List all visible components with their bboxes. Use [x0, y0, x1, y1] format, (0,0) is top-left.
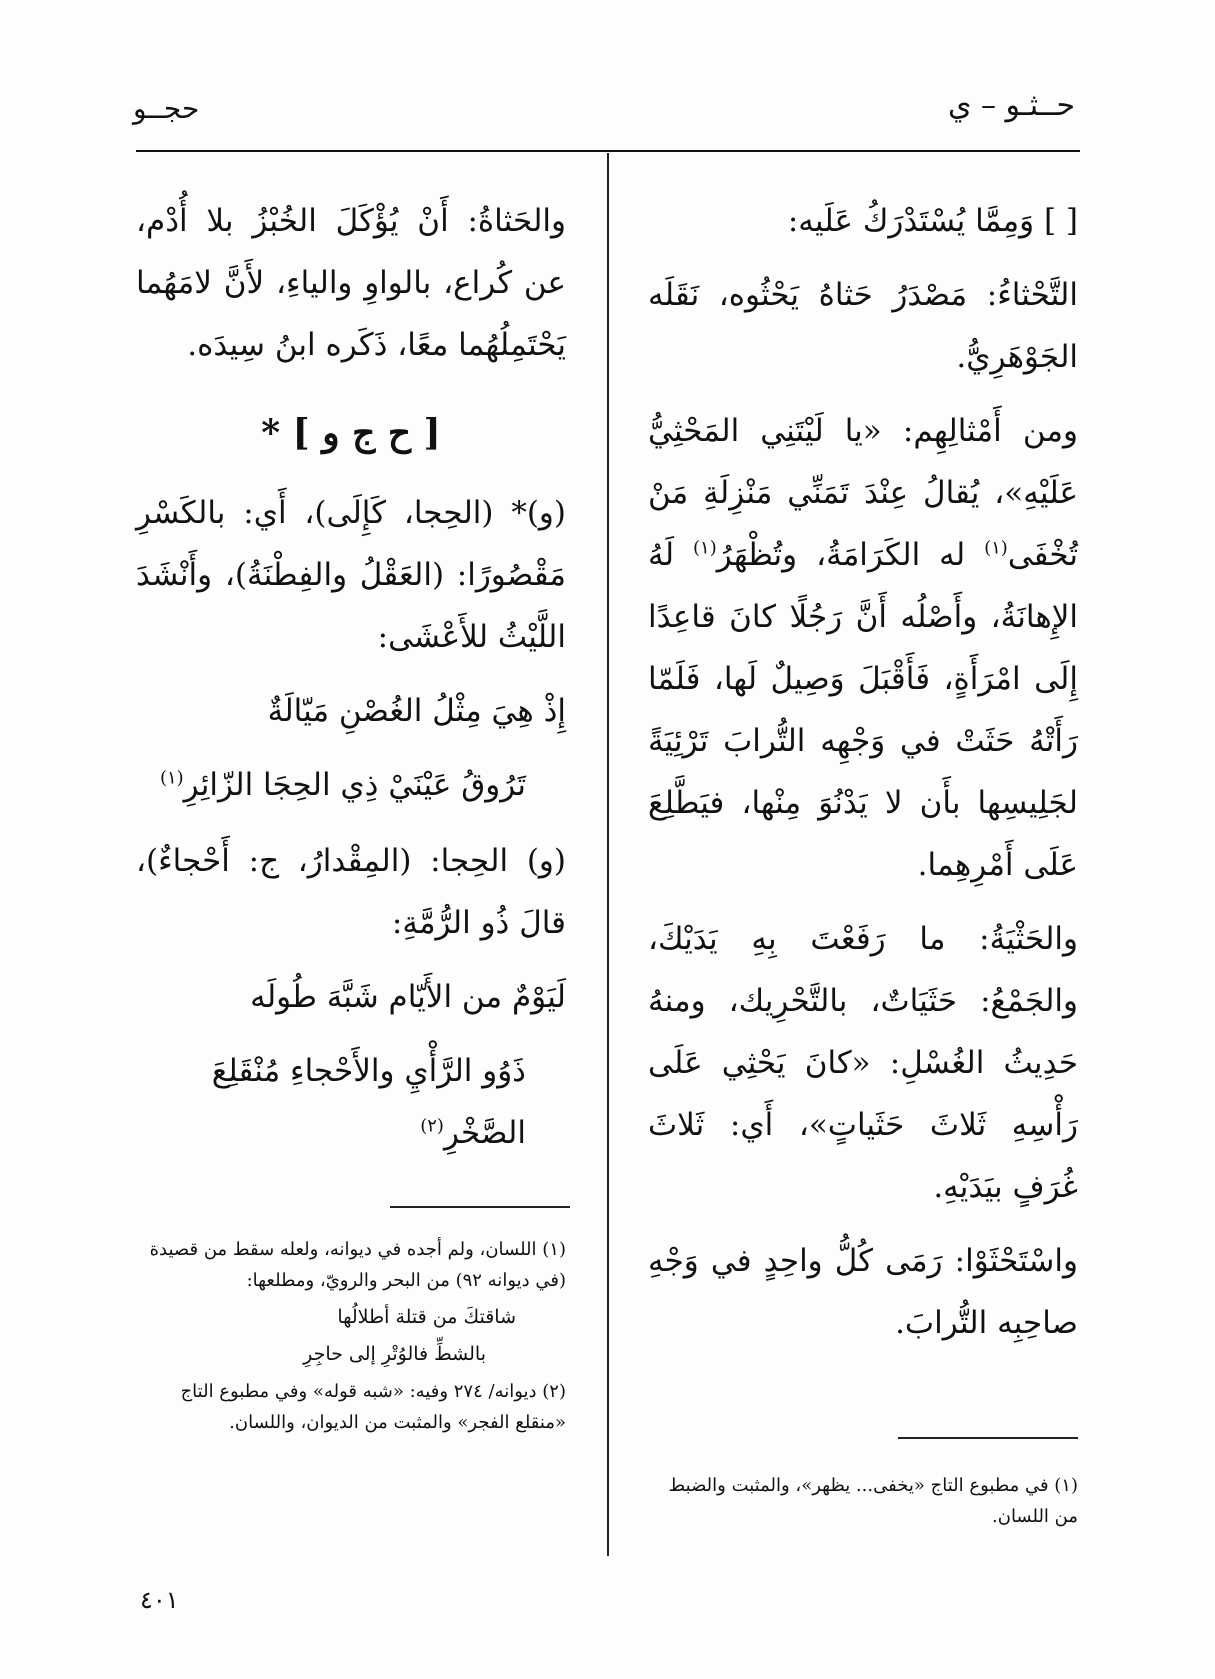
footnote-ref: (١): [159, 767, 184, 789]
paragraph: والحَثْيَةُ: ما رَفَعْتَ بِهِ يَدَيْكَ، والجَمْعُ: حَثَيَاتٌ، بالتَّحْرِيك، ومنهُ حَدِيثُ الغُسْلِ: «كانَ يَحْثِي عَلَى رَأْسِهِ ثَلاثَ حَثَياتٍ»، أَي: ثَلاثَ غُرَفٍ بيَدَيْهِ.: [648, 921, 1078, 1205]
entry-heading: [ ح ج و ] *: [261, 412, 441, 454]
running-head-right: حــثـو – ي: [947, 88, 1075, 123]
text-span: ذَوُو الرَّأْيِ والأَحْجاءِ مُنْقَلِعَ الصَّخْرِ: [211, 1053, 526, 1151]
footnote: (١) اللسان، ولم أجده في ديوانه، ولعله سقط من قصيدة (في ديوانه ٩٢) من البحر والرويّ، ومطلعها:: [149, 1239, 566, 1291]
verse-line: [136, 754, 566, 816]
footnote-ref: (١): [984, 537, 1008, 559]
right-column: [648, 190, 1078, 1366]
footnotes-left: [136, 1234, 566, 1442]
paragraph: والحَثاةُ: أَنْ يُؤْكَلَ الخُبْزُ بلا أُدْم، عن كُراع، بالواوِ والياءِ، لأَنَّ لامَهُما يَحْتَمِلُهُما معًا، ذَكَره ابنُ سِيدَه.: [136, 203, 566, 363]
text-span: تَرُوقُ عَيْنَيْ ذِي الحِجَا الزّائِرِ: [183, 767, 526, 803]
left-column: [136, 190, 566, 1178]
verse-line: إِذْ هِيَ مِثْلُ الغُصْنِ مَيّالَةٌ: [267, 693, 566, 729]
running-head-left: حجــو: [133, 92, 200, 125]
footnote: (١) في مطبوع التاج «يخفى... يظهر»، والمثبت والضبط من اللسان.: [668, 1475, 1078, 1527]
text-span: لَهُ الإِهانَةُ، وأَصْلُه أَنَّ رَجُلًا كانَ قاعِدًا إِلَى امْرَأَةٍ، فَأَقْبَلَ وَصِيلٌ لَها، فَلَمّا رَأَتْهُ حَثَتْ في وَجْهِه التُّرابَ تَرْئِيَةً لجَلِيسِها بأَن لا يَدْنُوَ مِنْها، فيَطَّلِعَ عَلَى أَمْرِهِما.: [648, 537, 1078, 883]
footnote: (٢) ديوانه/ ٢٧٤ وفيه: «شبه قوله» وفي مطبوع التاج «منقلع الفجر» والمثبت من الديوان، واللسان.: [180, 1381, 566, 1433]
paragraph: [648, 400, 1078, 896]
footnote-rule: [898, 1437, 1078, 1439]
paragraph: [ ] وَمِمَّا يُسْتَدْرَكُ عَلَيه:: [787, 203, 1078, 239]
column-divider: [607, 153, 609, 1556]
text-span: ومن أَمْثالِهِم: «يا لَيْتَنِي المَحْثِيُّ عَلَيْهِ»، يُقالُ عِنْدَ تَمَنِّي مَنْزِلَةِ مَنْ تُخْفَى: [648, 413, 1078, 573]
header-rule: [136, 150, 1080, 152]
paragraph: واسْتَحْثَوْا: رَمَى كُلُّ واحِدٍ في وَجْهِ صاحِبِه التُّرابَ.: [648, 1243, 1078, 1341]
footnote-ref: (١): [693, 537, 717, 559]
footnote-rule: [390, 1206, 570, 1208]
verse-line: لَيَوْمٌ من الأَيّام شَبَّهَ طُولَه: [250, 979, 566, 1015]
page-number: ٤٠١: [140, 1586, 179, 1614]
verse-line: [136, 1040, 566, 1164]
footnote-verse: شاقتكَ من قتلة أطلالُها: [337, 1306, 516, 1328]
paragraph: (و)* (الحِجا، كَإِلَى)، أَي: بالكَسْرِ مَقْصُورًا: (العَقْلُ والفِطْنَةُ)، وأَنْشَدَ اللَّيْثُ للأَعْشَى:: [136, 495, 566, 655]
paragraph: التَّحْثاءُ: مَصْدَرُ حَثاهُ يَحْثُوه، نَقَلَه الجَوْهَرِيُّ.: [648, 277, 1078, 375]
footnote-ref: (٢): [420, 1115, 444, 1137]
footnote-verse: بالشطِّ فالوُتْرِ إلى حاجِرِ: [303, 1343, 486, 1365]
footnotes-right: [648, 1470, 1078, 1536]
text-span: له الكَرَامَةُ، وتُظْهَرُ: [716, 537, 966, 573]
paragraph: (و) الحِجا: (المِقْدارُ، ج: أَحْجاءٌ)، قالَ ذُو الرُّمَّةِ:: [136, 843, 566, 941]
